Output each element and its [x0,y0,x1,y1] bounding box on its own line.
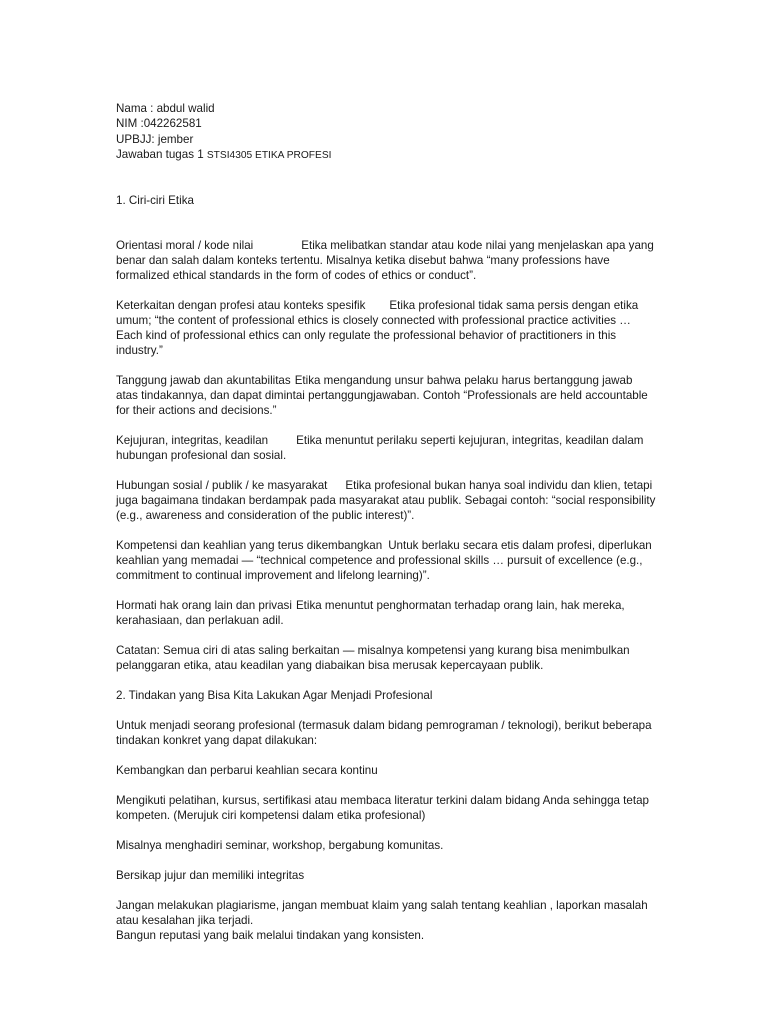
ethics-item-5-term: Hubungan sosial / publik / ke masyarakat [116,479,328,493]
student-nim: NIM :042262581 [116,117,202,131]
ethics-item-1 [116,238,656,283]
ethics-item-1-text: Etika melibatkan standar atau kode nilai yang menjelaskan apa yang benar dan salah dalam konteks tertentu. Misalnya ketika disebut bahwa “many professions have formalized ethical standards in the form of codes of ethics or conduct”. [116,239,654,283]
assignment-prefix: Jawaban tugas 1 [116,147,207,161]
ethics-item-3-text: Etika mengandung unsur bahwa pelaku harus bertanggung jawab atas tindakannya, dan dapat dimintai pertanggungjawaban. Contoh “Professionals are held accountable for their actions and decisions.” [116,374,648,418]
action-2-title: Bersikap jujur dan memiliki integritas [116,869,305,883]
ethics-item-6-text: Untuk berlaku secara etis dalam profesi, diperlukan keahlian yang memadai — “technical competence and professional skills … pursuit of excellence (e.g., commitment to continual improvement and lifelong learning)”. [116,539,652,583]
action-1-text: Mengikuti pelatihan, kursus, sertifikasi atau membaca literatur terkini dalam bidang Anda sehingga tetap kompeten. (Merujuk ciri kompetensi dalam etika profesional) [116,794,649,823]
action-1-example: Misalnya menghadiri seminar, workshop, bergabung komunitas. [116,839,444,853]
action-2-text: Jangan melakukan plagiarisme, jangan membuat klaim yang salah tentang keahlian , laporkan masalah atau kesalahan jika terjadi. [116,899,648,928]
ethics-item-4-term: Kejujuran, integritas, keadilan [116,434,269,448]
ethics-item-5-text: Etika profesional bukan hanya soal individu dan klien, tetapi juga bagaimana tindakan berdampak pada masyarakat atau publik. Sebagai contoh: “social responsibility (e.g., awareness and consideration of the public interest)”. [116,479,656,523]
ethics-item-1-term: Orientasi moral / kode nilai [116,239,254,253]
ethics-item-4-text: Etika menuntut perilaku seperti kejujuran, integritas, keadilan dalam hubungan profesional dan sosial. [116,434,644,463]
assignment-title [116,147,656,163]
student-upbjj: UPBJJ: jember [116,132,194,146]
action-2-text-2: Bangun reputasi yang baik melalui tindakan yang konsisten. [116,929,425,943]
ethics-item-7-text: Etika menuntut penghormatan terhadap orang lain, hak mereka, kerahasiaan, dan perlakuan adil. [116,599,625,628]
ethics-item-4 [116,433,656,463]
ethics-item-2-term: Keterkaitan dengan profesi atau konteks spesifik [116,299,366,313]
ethics-item-6-term: Kompetensi dan keahlian yang terus dikembangkan [116,539,383,553]
ethics-item-7 [116,598,656,628]
ethics-item-2 [116,298,656,358]
ethics-item-6 [116,538,656,583]
ethics-item-7-term: Hormati hak orang lain dan privasi [116,599,292,613]
student-name: Nama : abdul walid [116,102,215,115]
ethics-item-3-term: Tanggung jawab dan akuntabilitas [116,374,291,388]
ethics-item-2-text: Etika profesional tidak sama persis dengan etika umum; “the content of professional ethics is closely connected with professional practice activities … Each kind of professional ethics can only regulate the professional behavior of practitioners in this industry.” [116,299,639,358]
ethics-item-3 [116,373,656,418]
section2-heading: 2. Tindakan yang Bisa Kita Lakukan Agar Menjadi Profesional [116,689,433,703]
section2-intro: Untuk menjadi seorang profesional (termasuk dalam bidang pemrograman / teknologi), berikut beberapa tindakan konkret yang dapat dilakukan: [116,719,652,748]
action-1-title: Kembangkan dan perbarui keahlian secara kontinu [116,764,378,778]
student-header [116,101,656,163]
assignment-course: STSI4305 ETIKA PROFESI [206,149,332,161]
ethics-note: Catatan: Semua ciri di atas saling berkaitan — misalnya kompetensi yang kurang bisa menimbulkan pelanggaran etika, atau keadilan yang diabaikan bisa merusak kepercayaan publik. [116,644,630,673]
section1-heading: 1. Ciri-ciri Etika [116,194,194,208]
ethics-item-5 [116,478,656,523]
document-page [116,101,656,943]
